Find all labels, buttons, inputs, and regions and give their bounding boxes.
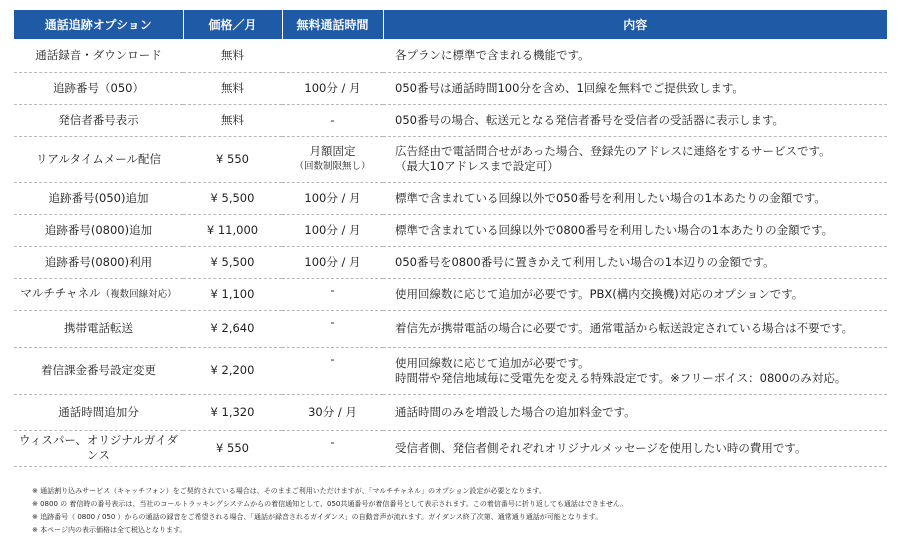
table-row (14, 182, 887, 214)
free-time: - (282, 104, 383, 136)
free-time: - (282, 430, 383, 466)
option-name: 追跡番号(0800)利用 (14, 246, 183, 278)
footnotes (32, 485, 892, 537)
option-name: 追跡番号（050） (14, 72, 183, 104)
option-name: 追跡番号(0800)追加 (14, 214, 183, 246)
price: ¥ 550 (183, 430, 282, 466)
free-time: - (282, 278, 383, 310)
option-name-cell (14, 278, 183, 310)
table-row (14, 347, 887, 394)
option-name: 追跡番号(050)追加 (14, 182, 183, 214)
description: 050番号は通話時間100分を含め、1回線を無料でご提供致します。 (383, 72, 887, 104)
footnote: ※ 0800 の 着信時の番号表示は、当社のコールトラッキングシステムからの着信通知として、050共通番号が着信番号として表示されます。この着信番号に折り返しても通話はできません。 (32, 500, 628, 508)
price: ¥ 11,000 (183, 214, 282, 246)
table-row (14, 246, 887, 278)
description: 標準で含まれている回線以外で0800番号を利用したい場合の1本あたりの金額です。 (383, 214, 887, 246)
free-time: - (282, 347, 383, 394)
price: ¥ 1,100 (183, 278, 282, 310)
option-name: ウィスパー、オリジナルガイダンス (14, 430, 183, 466)
description: 標準で含まれている回線以外で050番号を利用したい場合の1本あたりの金額です。 (383, 182, 887, 214)
table-row (14, 72, 887, 104)
option-name: マルチチャネル (20, 286, 101, 300)
description: 通話時間のみを増設した場合の追加料金です。 (383, 394, 887, 430)
description: 使用回線数に応じて追加が必要です。 (395, 355, 590, 370)
table-row (14, 214, 887, 246)
free-time: 30分 / 月 (282, 394, 383, 430)
price: ¥ 550 (183, 136, 282, 182)
free-time-note: （回数制限無し） (294, 161, 371, 172)
header-option: 通話追跡オプション (14, 10, 183, 39)
price: ¥ 2,640 (183, 310, 282, 347)
price: 無料 (183, 104, 282, 136)
description-line2: 時間帯や発信地域毎に受電先を変える特殊設定です。※フリーボイス：0800のみ対応。 (395, 370, 847, 385)
footnote: ※ 本ページ内の表示価格は全て税込となります。 (32, 526, 187, 534)
description: 広告経由で電話問合せがあった場合、登録先のアドレスに連絡をするサービスです。 (395, 144, 831, 158)
table-row (14, 394, 887, 430)
option-name: 携帯電話転送 (14, 310, 183, 347)
price: ¥ 5,500 (183, 182, 282, 214)
option-name: 通話時間追加分 (14, 394, 183, 430)
description: 使用回線数に応じて追加が必要です。PBX(構内交換機)対応のオプションです。 (383, 278, 887, 310)
free-time: 100分 / 月 (282, 72, 383, 104)
free-time: 100分 / 月 (282, 214, 383, 246)
table-row (14, 430, 887, 466)
description: 着信先が携帯電話の場合に必要です。通常電話から転送設定されている場合は不要です。 (383, 310, 887, 347)
description: 050番号を0800番号に置きかえて利用したい場合の1本辺りの金額です。 (383, 246, 887, 278)
pricing-table-container (14, 10, 887, 467)
description: 各プランに標準で含まれる機能です。 (383, 39, 887, 72)
table-row (14, 310, 887, 347)
price: ¥ 1,320 (183, 394, 282, 430)
option-name-note: （複数回線対応） (100, 289, 177, 300)
option-name: 着信課金番号設定変更 (14, 347, 183, 394)
table-row (14, 104, 887, 136)
free-time: 月額固定 (309, 144, 356, 158)
option-name: 通話録音・ダウンロード (14, 39, 183, 72)
options-pricing-table (14, 10, 887, 467)
free-time: - (282, 310, 383, 347)
table-header-row (14, 10, 887, 39)
table-row (14, 39, 887, 72)
free-time (282, 39, 383, 72)
description-note: （最大10アドレスまで設定可） (395, 159, 559, 173)
price: 無料 (183, 39, 282, 72)
free-time-cell (282, 136, 383, 182)
free-time: 100分 / 月 (282, 246, 383, 278)
option-name: 発信者番号表示 (14, 104, 183, 136)
description-cell (383, 347, 887, 394)
description-cell (383, 136, 887, 182)
price: ¥ 5,500 (183, 246, 282, 278)
option-name: リアルタイムメール配信 (14, 136, 183, 182)
price: ¥ 2,200 (183, 347, 282, 394)
description: 050番号の場合、転送元となる発信者番号を受信者の受話器に表示します。 (383, 104, 887, 136)
table-row (14, 278, 887, 310)
footnote: ※ 追跡番号（ 0800 / 050 ）からの通話の録音をご希望される場合、「通話が録音されるガイダンス」の自動音声が流れます。ガイダンス終了次第、通常通り通話が可能となります。 (32, 513, 603, 521)
header-free-time: 無料通話時間 (282, 10, 383, 39)
header-price: 価格／月 (183, 10, 282, 39)
free-time: 100分 / 月 (282, 182, 383, 214)
price: 無料 (183, 72, 282, 104)
header-description: 内容 (383, 10, 887, 39)
description: 受信者側、発信者側それぞれオリジナルメッセージを使用したい時の費用です。 (383, 430, 887, 466)
footnote: ※ 通話割り込みサービス（キャッチフォン）をご契約されている場合は、そのままご利用いただけますが、「マルチチャネル」のオプション設定が必要となります。 (32, 487, 546, 495)
table-row (14, 136, 887, 182)
